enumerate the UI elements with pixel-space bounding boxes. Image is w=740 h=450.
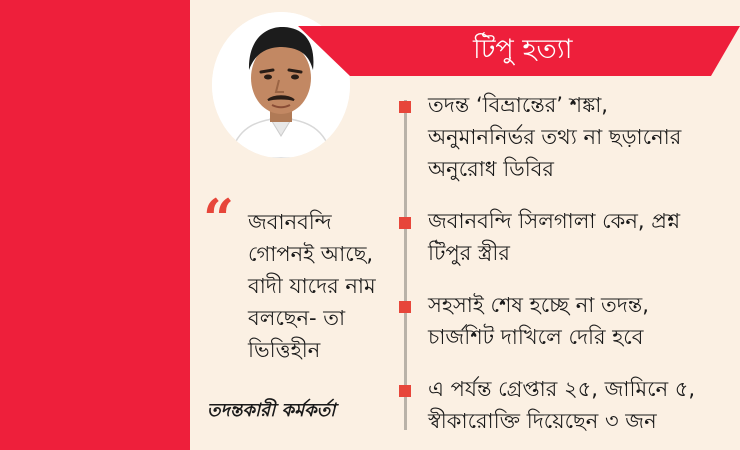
item-line: জবানবন্দি সিলগালা কেন, প্রশ্ন <box>428 209 681 233</box>
timeline-line <box>404 100 407 430</box>
bullet-marker <box>399 217 411 229</box>
item-line: সহসাই শেষ হচ্ছে না তদন্ত, <box>428 293 649 317</box>
quote-line: জবানবন্দি <box>248 210 332 234</box>
item-line: স্বীকারোক্তি দিয়েছেন ৩ জন <box>428 409 657 433</box>
item-line: তদন্ত ‘বিভ্রান্তের’ শঙ্কা, <box>428 93 608 117</box>
item-line: চার্জশিট দাখিলে দেরি হবে <box>428 325 644 349</box>
item-line: অনুরোধ ডিবির <box>428 157 554 181</box>
quote-line: বলছেন- তা <box>248 306 346 330</box>
quote-text <box>248 206 376 366</box>
item-line: অনুমাননির্ভর তথ্য না ছড়ানোর <box>428 125 682 149</box>
quote-source: তদন্তকারী কর্মকর্তা <box>207 400 336 421</box>
item-line: টিপুর স্ত্রীর <box>428 241 510 265</box>
list-item <box>428 289 649 353</box>
list-item <box>428 89 681 185</box>
title-banner <box>298 26 740 76</box>
bullet-marker <box>399 101 411 113</box>
red-side-band <box>0 0 190 450</box>
page-title: টিপু হত্যা <box>473 34 573 65</box>
quote-line: গোপনই আছে, <box>248 242 374 266</box>
quote-line: ভিত্তিহীন <box>248 338 321 362</box>
quote-line: বাদী যাদের নাম <box>248 274 376 298</box>
list-item <box>428 373 695 437</box>
item-line: এ পর্যন্ত গ্রেপ্তার ২৫, জামিনে ৫, <box>428 377 696 401</box>
list-item <box>428 205 680 269</box>
bullet-marker <box>399 301 411 313</box>
bullet-marker <box>399 385 411 397</box>
quote-icon: “ <box>203 187 231 251</box>
